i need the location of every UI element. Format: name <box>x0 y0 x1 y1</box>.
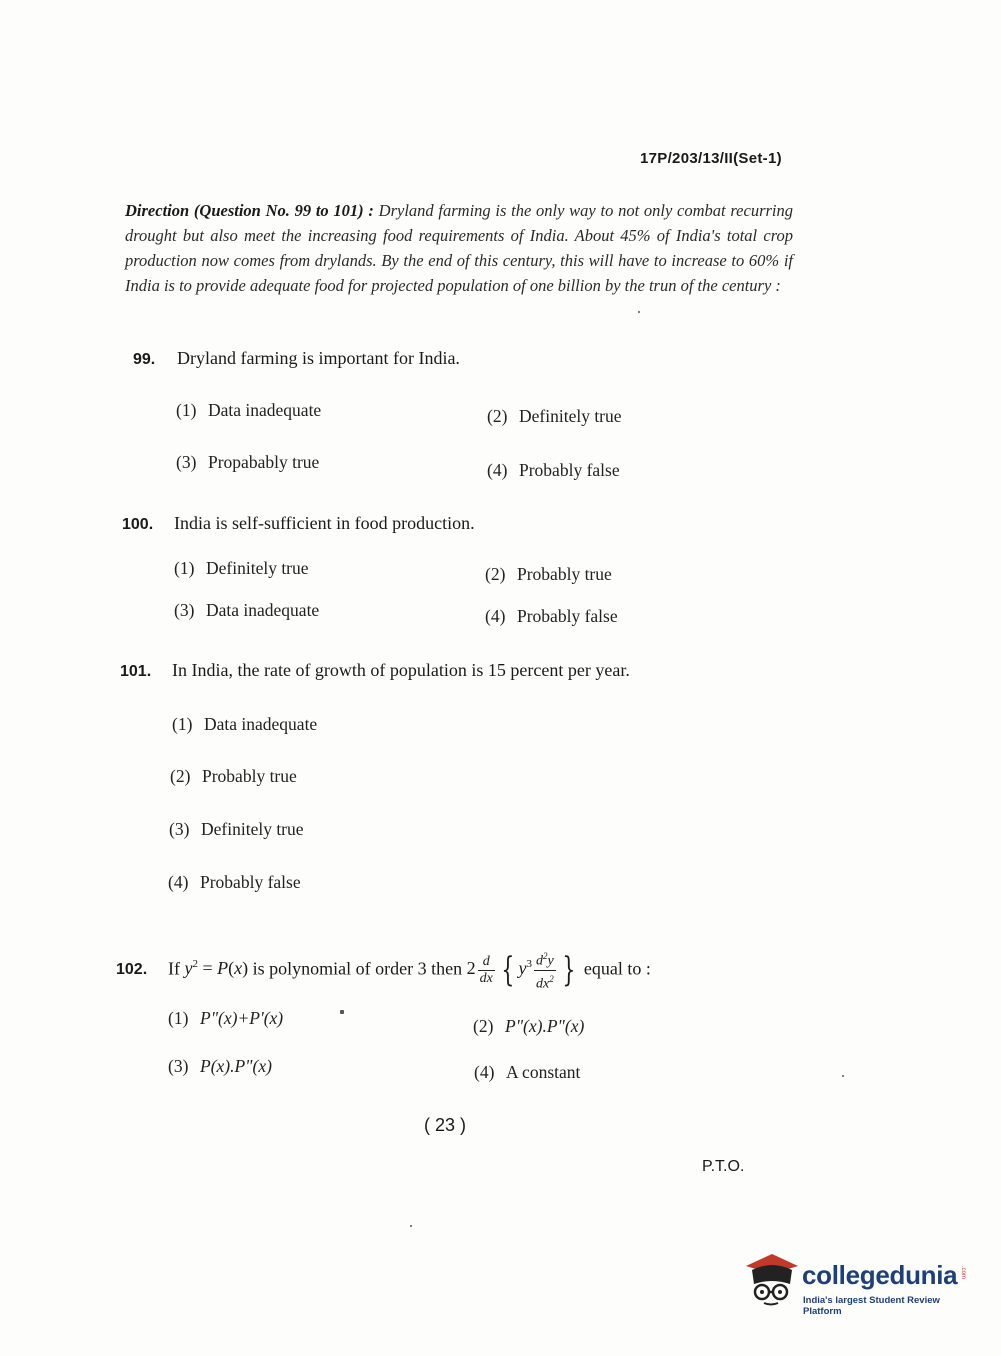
option-102-3[interactable] <box>168 1056 272 1077</box>
option-number: (2) <box>485 564 506 584</box>
option-number: (1) <box>168 1008 189 1028</box>
option-101-1[interactable] <box>172 714 317 735</box>
direction-text: Dryland farming is the only way to not only combat recurring drought but also meet the increasing food requirements of India. About 45% of India's total crop production now comes from drylands. By the end of this century, this will have to increase to 60% if India is to provide adequate food for projected population of one billion by the trun of the century : <box>125 201 793 295</box>
paper-code: 17P/203/13/II(Set-1) <box>640 150 782 167</box>
question-number: 100. <box>122 516 154 533</box>
question-text: India is self-sufficient in food production. <box>174 513 475 533</box>
question-mid: is polynomial of order 3 then <box>252 958 463 979</box>
option-number: (3) <box>176 452 197 472</box>
option-101-3[interactable] <box>169 819 304 840</box>
brand-name: collegedunia <box>802 1260 958 1290</box>
mascot-icon <box>742 1250 800 1308</box>
option-text: Definitely true <box>206 558 309 578</box>
question-text: Dryland farming is important for India. <box>177 348 460 368</box>
brand-com: .com <box>960 1266 966 1280</box>
question-number: 101. <box>120 663 152 680</box>
option-number: (3) <box>169 819 190 839</box>
option-101-4[interactable] <box>168 872 301 893</box>
option-text: Probably false <box>517 606 618 626</box>
option-text: Probably true <box>517 564 612 584</box>
option-number: (1) <box>174 558 195 578</box>
question-102 <box>116 948 651 992</box>
option-number: (1) <box>172 714 193 734</box>
option-text: Probably false <box>200 872 301 892</box>
question-100 <box>122 513 475 534</box>
scan-speck <box>638 311 640 313</box>
page-number: ( 23 ) <box>424 1115 467 1135</box>
question-number: 102. <box>116 961 148 979</box>
option-number: (2) <box>473 1016 494 1036</box>
option-number: (3) <box>174 600 195 620</box>
option-99-3[interactable] <box>176 452 319 473</box>
question-number: 99. <box>133 351 156 368</box>
option-number: (3) <box>168 1056 189 1076</box>
direction-lead: Direction (Question No. 99 to 101) : <box>125 201 374 220</box>
option-text: P(x).P"(x) <box>200 1056 272 1076</box>
option-99-4[interactable] <box>487 460 620 481</box>
derivative-expression: 2 $\frac{d}{dx}$ { $y^3$ $\frac{d^2y}{dx^2}$ } <box>467 958 580 978</box>
scan-speck <box>410 1225 412 1227</box>
option-text: Probably false <box>519 460 620 480</box>
option-100-2[interactable] <box>485 564 612 585</box>
question-text: In India, the rate of growth of population is 15 percent per year. <box>172 660 630 680</box>
option-number: (2) <box>487 406 508 426</box>
option-text: P"(x).P"(x) <box>505 1016 585 1036</box>
scan-speck <box>842 1075 844 1077</box>
option-text: A constant <box>506 1062 581 1082</box>
question-99 <box>133 348 460 369</box>
option-102-4[interactable] <box>474 1062 580 1083</box>
question-prefix: If <box>168 958 180 979</box>
option-text: Definitely true <box>201 819 304 839</box>
pto-label: P.T.O. <box>702 1158 745 1175</box>
option-102-2[interactable] <box>473 1016 584 1037</box>
option-102-1[interactable] <box>168 1008 283 1029</box>
option-100-4[interactable] <box>485 606 618 627</box>
option-text: P"(x)+P'(x) <box>200 1008 284 1028</box>
option-100-1[interactable] <box>174 558 309 579</box>
option-text: Definitely true <box>519 406 622 426</box>
option-number: (4) <box>474 1062 495 1082</box>
option-text: Data inadequate <box>206 600 320 620</box>
option-text: Data inadequate <box>204 714 318 734</box>
option-number: (1) <box>176 400 197 420</box>
option-number: (4) <box>168 872 189 892</box>
option-number: (4) <box>487 460 508 480</box>
option-text: Propabably true <box>208 452 320 472</box>
option-text: Data inadequate <box>208 400 322 420</box>
collegedunia-logo <box>742 1250 972 1317</box>
option-101-2[interactable] <box>170 766 297 787</box>
direction-passage <box>125 198 793 298</box>
question-101 <box>120 660 630 681</box>
brand-tagline: India's largest Student Review Platform <box>803 1295 940 1317</box>
option-text: Probably true <box>202 766 297 786</box>
option-number: (4) <box>485 606 506 626</box>
scan-speck <box>340 1010 344 1014</box>
question-suffix: equal to : <box>583 958 651 979</box>
option-99-1[interactable] <box>176 400 321 421</box>
option-100-3[interactable] <box>174 600 319 621</box>
option-99-2[interactable] <box>487 406 622 427</box>
option-number: (2) <box>170 766 191 786</box>
equation-lhs: $y^2 = P(x)$ <box>184 958 249 979</box>
